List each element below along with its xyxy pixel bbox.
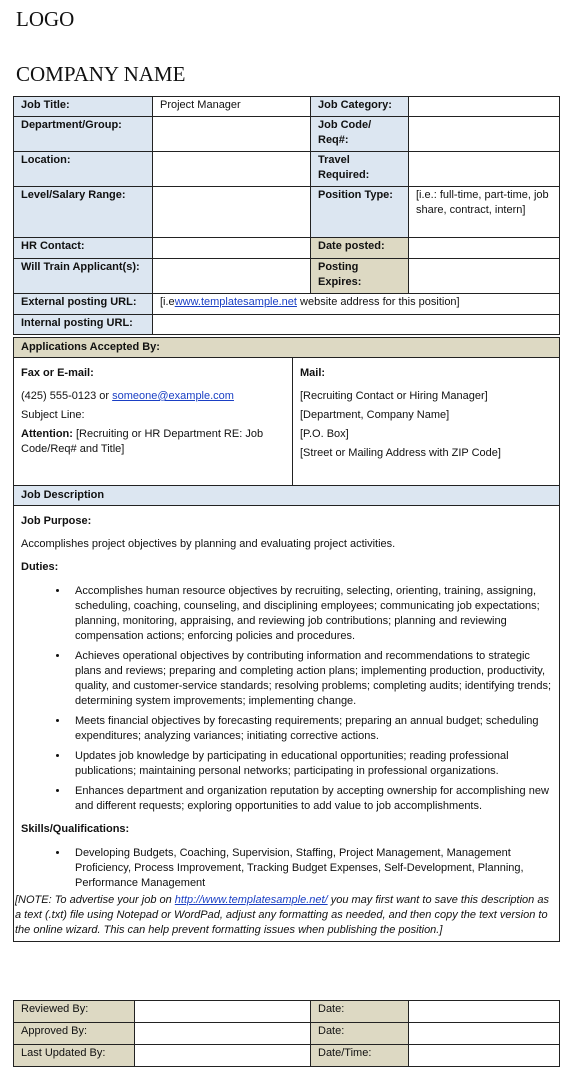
posting-expires-value[interactable] — [409, 259, 560, 294]
external-url-prefix: [i.e — [160, 296, 175, 308]
hr-contact-label: HR Contact: — [14, 238, 153, 259]
mail-cell — [293, 358, 560, 486]
duties-label: Duties: — [21, 561, 59, 573]
mail-line: [Recruiting Contact or Hiring Manager] — [300, 390, 488, 402]
subject-line: Subject Line: — [21, 409, 85, 421]
level-label: Level/Salary Range: — [14, 187, 153, 238]
note-link[interactable]: http://www.templatesample.net/ — [174, 894, 328, 906]
fax-phone-line — [21, 389, 286, 404]
external-url-value — [153, 294, 560, 315]
note-suffix: you may first want to save this description as a text (.txt) file using Notepad or WordPad, adjust any formatting as needed, and then copy the text version to the online wizard. This can help prevent formatting issues when publishing the position.] — [15, 894, 549, 936]
applications-table — [13, 337, 560, 486]
fax-email-label: Fax or E-mail: — [21, 367, 94, 379]
external-url-label: External posting URL: — [14, 294, 153, 315]
reviewed-date-value[interactable] — [409, 1001, 560, 1023]
job-info-table — [13, 96, 560, 335]
company-name: COMPANY NAME — [16, 62, 186, 86]
approved-by-value[interactable] — [135, 1023, 311, 1045]
mail-line: [Department, Company Name] — [300, 409, 450, 421]
skill-item: • Developing Budgets, Coaching, Supervision, Staffing, Project Management, Management Proficiency, Process Improvement, Tracking Budget Expenses, Self-Development, Planning, Performance Management — [69, 846, 553, 891]
skills-list — [21, 846, 553, 891]
position-type-value[interactable]: [i.e.: full-time, part-time, job share, contract, intern] — [409, 187, 560, 238]
mail-line: [P.O. Box] — [300, 428, 349, 440]
date-time-value[interactable] — [409, 1045, 560, 1067]
department-value[interactable] — [153, 117, 311, 152]
mail-line: [Street or Mailing Address with ZIP Code] — [300, 447, 501, 459]
job-description-table — [13, 485, 560, 942]
job-title-value[interactable]: Project Manager — [153, 97, 311, 117]
job-category-value[interactable] — [409, 97, 560, 117]
job-code-label: Job Code/ Req#: — [311, 117, 409, 152]
internal-url-value[interactable] — [153, 315, 560, 335]
duty-item: • Updates job knowledge by participating in educational opportunities; reading professional publications; maintaining personal networks; participating in professional organizations. — [69, 749, 553, 779]
hr-contact-value[interactable] — [153, 238, 311, 259]
reviewed-by-label: Reviewed By: — [14, 1001, 135, 1023]
job-purpose-text: Accomplishes project objectives by planning and evaluating project activities. — [21, 538, 396, 550]
external-url-suffix: website address for this position] — [296, 296, 460, 308]
attention-line — [21, 427, 286, 457]
reviewed-date-label: Date: — [311, 1001, 409, 1023]
travel-value[interactable] — [409, 152, 560, 187]
date-time-label: Date/Time: — [311, 1045, 409, 1067]
job-description-body — [14, 506, 560, 942]
date-posted-value[interactable] — [409, 238, 560, 259]
will-train-value[interactable] — [153, 259, 311, 294]
approved-by-label: Approved By: — [14, 1023, 135, 1045]
job-code-value[interactable] — [409, 117, 560, 152]
job-purpose-label: Job Purpose: — [21, 515, 92, 527]
duty-item: • Enhances department and organization reputation by accepting ownership for accomplishing new and different requests; exploring opportunities to add value to job accomplishments. — [69, 784, 553, 814]
travel-label: Travel Required: — [311, 152, 409, 187]
location-label: Location: — [14, 152, 153, 187]
posting-expires-label: Posting Expires: — [311, 259, 409, 294]
reviewed-by-value[interactable] — [135, 1001, 311, 1023]
email-link[interactable]: someone@example.com — [112, 390, 234, 402]
applications-header: Applications Accepted By: — [14, 338, 560, 358]
last-updated-label: Last Updated By: — [14, 1045, 135, 1067]
signoff-table — [13, 1000, 560, 1067]
approved-date-label: Date: — [311, 1023, 409, 1045]
attention-label: Attention: — [21, 428, 73, 440]
duty-item: • Meets financial objectives by forecasting requirements; preparing an annual budget; scheduling expenditures; analyzing variances; initiating corrective actions. — [69, 714, 553, 744]
position-type-label: Position Type: — [311, 187, 409, 238]
job-description-header: Job Description — [14, 486, 560, 506]
job-title-label: Job Title: — [14, 97, 153, 117]
posting-note — [15, 893, 553, 938]
skills-label: Skills/Qualifications: — [21, 823, 130, 835]
approved-date-value[interactable] — [409, 1023, 560, 1045]
note-prefix: [NOTE: To advertise your job on — [15, 894, 175, 906]
mail-label: Mail: — [300, 367, 326, 379]
level-value[interactable] — [153, 187, 311, 238]
external-url-link[interactable]: www.templatesample.net — [174, 296, 297, 308]
job-category-label: Job Category: — [311, 97, 409, 117]
last-updated-value[interactable] — [135, 1045, 311, 1067]
duty-item: • Accomplishes human resource objectives by recruiting, selecting, orienting, training, assigning, scheduling, coaching, counseling, and disciplining employees; communicating job expectations; planning, monitoring, appraising, and reviewing job contributions; planning and reviewing compensation actions; enforcing policies and procedures. — [69, 584, 553, 644]
location-value[interactable] — [153, 152, 311, 187]
duty-item: • Achieves operational objectives by contributing information and recommendations to strategic plans and reviews; preparing and completing action plans; implementing production, productivity, quality, and customer-service standards; resolving problems; completing audits; identifying trends; determining system improvements; implementing change. — [69, 649, 553, 709]
date-posted-label: Date posted: — [311, 238, 409, 259]
department-label: Department/Group: — [14, 117, 153, 152]
duties-list — [21, 584, 553, 814]
will-train-label: Will Train Applicant(s): — [14, 259, 153, 294]
fax-email-cell — [14, 358, 293, 486]
internal-url-label: Internal posting URL: — [14, 315, 153, 335]
attention-text: [Recruiting or HR Department RE: Job Code/Req# and Title] — [21, 428, 264, 455]
phone-number: (425) 555-0123 or — [21, 390, 113, 402]
logo-text: LOGO — [16, 7, 75, 31]
